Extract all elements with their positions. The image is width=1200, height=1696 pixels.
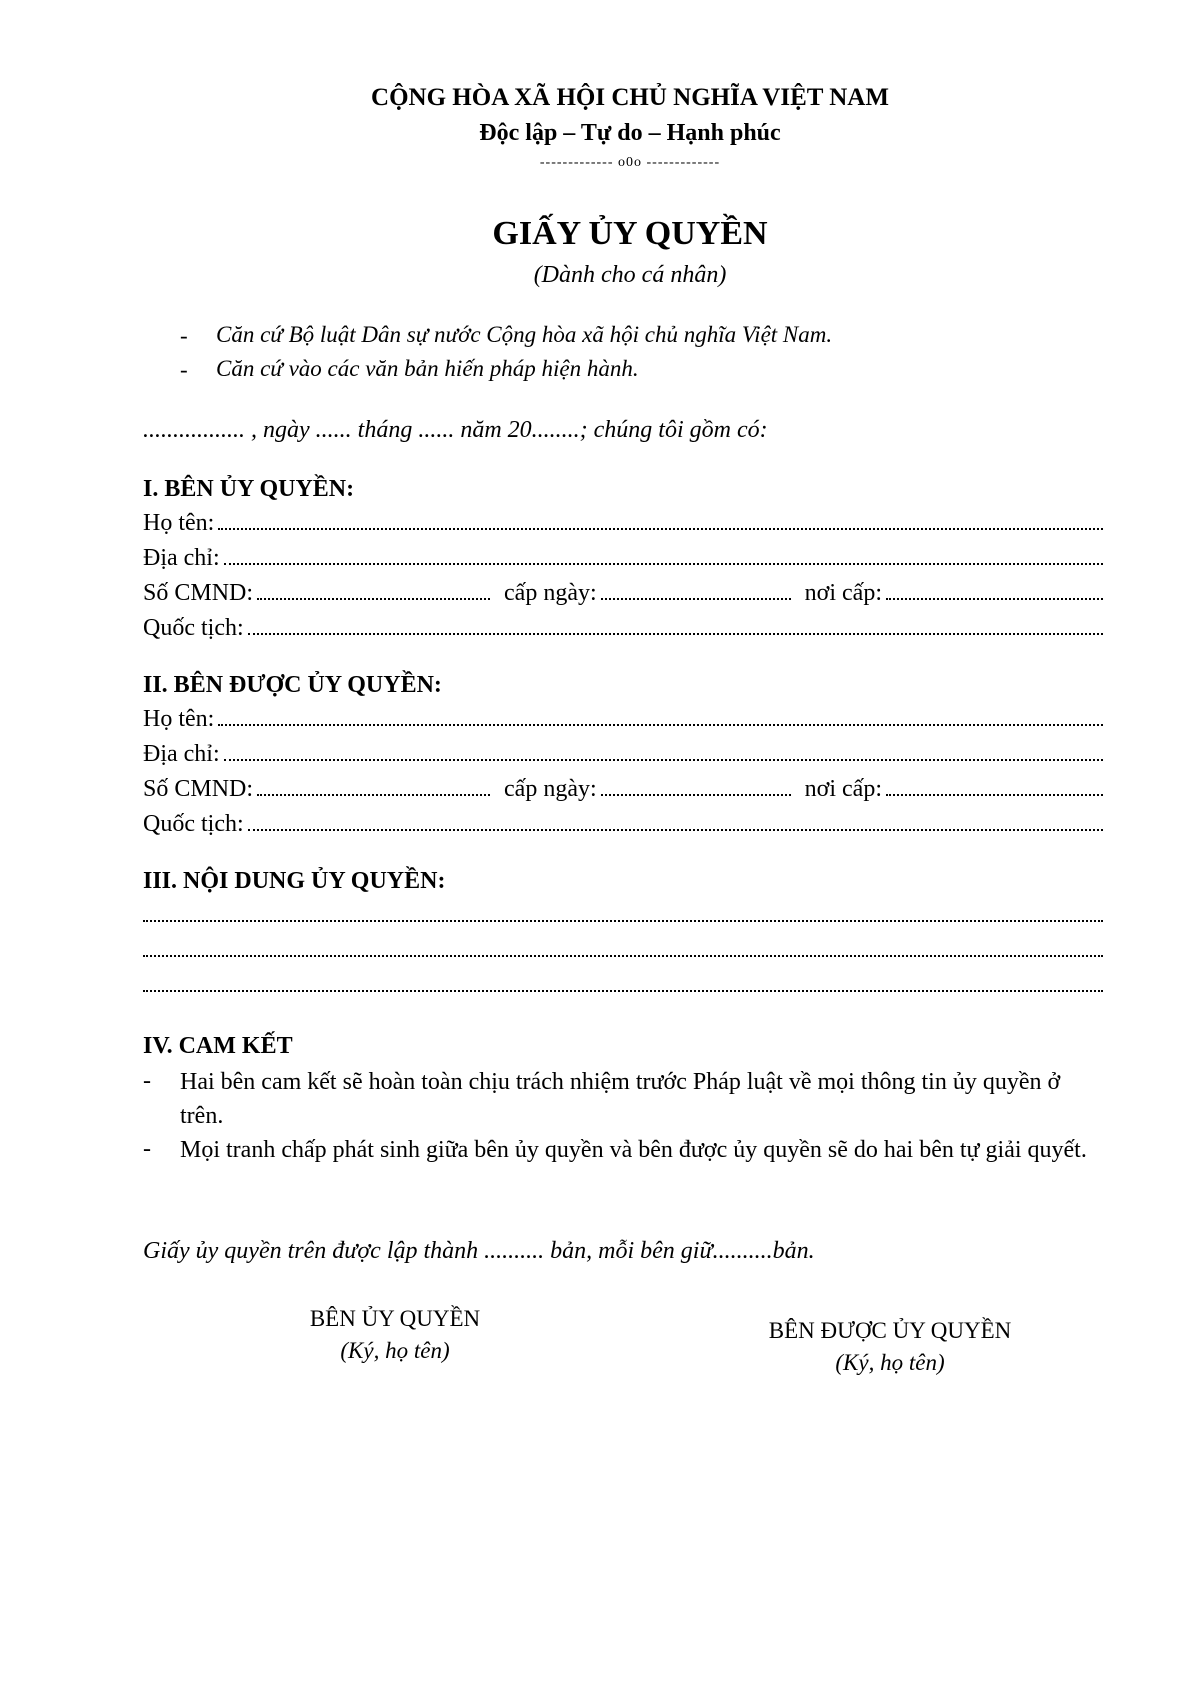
- principal-name-field[interactable]: [143, 508, 1103, 538]
- document-subtitle: (Dành cho cá nhân): [533, 262, 727, 288]
- field-label: Địa chỉ:: [143, 741, 220, 767]
- field-label: cấp ngày:: [504, 776, 597, 802]
- blank-line: [224, 739, 1103, 761]
- national-motto: Độc lập – Tự do – Hạnh phúc: [479, 120, 781, 146]
- basis-item: Căn cứ Bộ luật Dân sự nước Cộng hòa xã hội chủ nghĩa Việt Nam.: [216, 322, 833, 347]
- content-line-3[interactable]: [143, 988, 1103, 992]
- commitment-bullet: -: [143, 1136, 151, 1162]
- blank-line: [224, 543, 1103, 565]
- principal-id-row: [143, 578, 1103, 608]
- field-label: Số CMND:: [143, 580, 254, 606]
- principal-nationality-field[interactable]: [143, 613, 1103, 643]
- blank-line: [218, 508, 1103, 530]
- section-heading-content: III. NỘI DUNG ỦY QUYỀN:: [143, 868, 446, 894]
- agent-issued-date-field[interactable]: [601, 774, 791, 796]
- signature-title: BÊN ĐƯỢC ỦY QUYỀN: [768, 1318, 1012, 1343]
- agent-id-row: [143, 774, 1103, 804]
- agent-issued-place-field[interactable]: [886, 774, 1103, 796]
- basis-bullet: -: [180, 357, 188, 382]
- blank-line: [218, 704, 1103, 726]
- section-heading-agent: II. BÊN ĐƯỢC ỦY QUYỀN:: [143, 672, 442, 698]
- content-line-2[interactable]: [143, 953, 1103, 957]
- agent-address-field[interactable]: [143, 739, 1103, 769]
- content-line-1[interactable]: [143, 918, 1103, 922]
- commitment-bullet: -: [143, 1068, 151, 1094]
- field-label: Quốc tịch:: [143, 615, 244, 641]
- national-title: CỘNG HÒA XÃ HỘI CHỦ NGHĨA VIỆT NAM: [371, 84, 889, 111]
- agent-nationality-field[interactable]: [143, 809, 1103, 839]
- header-divider: ------------- o0o -------------: [539, 155, 721, 170]
- basis-bullet: -: [180, 323, 188, 348]
- basis-item: Căn cứ vào các văn bản hiến pháp hiện hành.: [216, 356, 639, 381]
- signature-title: BÊN ỦY QUYỀN: [309, 1306, 481, 1331]
- section-heading-principal: I. BÊN ỦY QUYỀN:: [143, 476, 355, 502]
- agent-name-field[interactable]: [143, 704, 1103, 734]
- field-label: Họ tên:: [143, 706, 215, 732]
- principal-issued-date-field[interactable]: [601, 578, 791, 600]
- field-label: Quốc tịch:: [143, 811, 244, 837]
- field-label: cấp ngày:: [504, 580, 597, 606]
- principal-issued-place-field[interactable]: [886, 578, 1103, 600]
- principal-id-field[interactable]: [257, 578, 490, 600]
- copies-line: Giấy ủy quyền trên được lập thành .......... bản, mỗi bên giữ..........bản.: [143, 1238, 815, 1264]
- signature-block-principal: [255, 1306, 535, 1364]
- signature-block-agent: [730, 1318, 1050, 1376]
- field-label: Số CMND:: [143, 776, 254, 802]
- principal-address-field[interactable]: [143, 543, 1103, 573]
- agent-id-field[interactable]: [257, 774, 490, 796]
- field-label: nơi cấp:: [804, 580, 882, 606]
- field-label: Họ tên:: [143, 510, 215, 536]
- date-line: ................. , ngày ...... tháng ...... năm 20........; chúng tôi gồm có:: [143, 417, 768, 443]
- blank-line: [248, 809, 1103, 831]
- document-title: GIẤY ỦY QUYỀN: [492, 215, 768, 252]
- field-label: Địa chỉ:: [143, 545, 220, 571]
- commitment-item: Mọi tranh chấp phát sinh giữa bên ủy quyền và bên được ủy quyền sẽ do hai bên tự giải quyết.: [180, 1137, 1087, 1163]
- signature-note: (Ký, họ tên): [340, 1338, 450, 1363]
- blank-line: [248, 613, 1103, 635]
- signature-note: (Ký, họ tên): [835, 1350, 945, 1375]
- field-label: nơi cấp:: [804, 776, 882, 802]
- commitment-item: Hai bên cam kết sẽ hoàn toàn chịu trách nhiệm trước Pháp luật về mọi thông tin ủy quyền ở trên.: [180, 1069, 1061, 1129]
- section-heading-commitment: IV. CAM KẾT: [143, 1033, 293, 1059]
